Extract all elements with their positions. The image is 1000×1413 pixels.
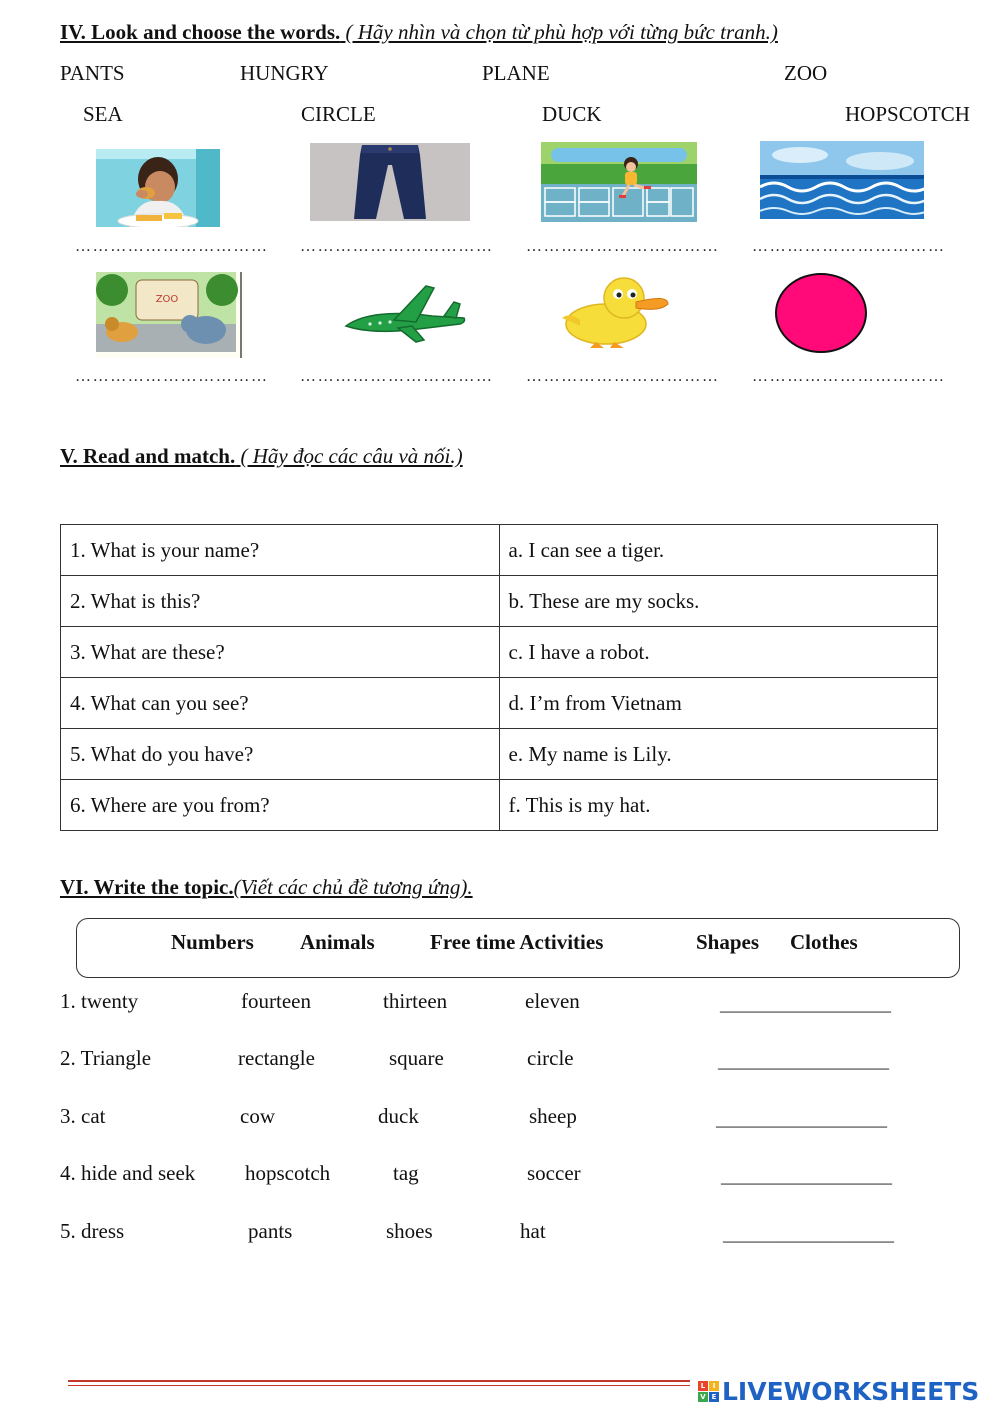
section-iv-title: IV. Look and choose the words. ( Hãy nhìn và chọn từ phù hợp với từng bức tranh.) xyxy=(60,20,778,44)
question-cell[interactable]: 2. What is this? xyxy=(61,576,500,627)
answer-line[interactable]: …………………………… xyxy=(75,368,269,385)
answer-cell[interactable]: e. My name is Lily. xyxy=(499,729,938,780)
answer-line[interactable]: …………………………… xyxy=(526,368,720,385)
question-cell[interactable]: 4. What can you see? xyxy=(61,678,500,729)
topic-answer-blank[interactable]: ___________________ xyxy=(721,1166,892,1186)
section-v-title: V. Read and match. ( Hãy đọc các câu và nối.) xyxy=(60,444,463,468)
list-item: thirteen xyxy=(383,989,448,1013)
list-item: 3. cat xyxy=(60,1104,106,1128)
topic-answer-blank[interactable]: ___________________ xyxy=(718,1051,889,1071)
table-row xyxy=(61,525,938,576)
question-cell[interactable]: 5. What do you have? xyxy=(61,729,500,780)
answer-line[interactable]: …………………………… xyxy=(752,238,946,255)
topic-animals: Animals xyxy=(300,930,375,954)
zoo-image xyxy=(96,272,244,358)
hopscotch-image xyxy=(541,142,697,222)
topic-answer-blank[interactable]: ___________________ xyxy=(716,1109,887,1129)
circle-image xyxy=(774,272,868,354)
list-item: duck xyxy=(378,1104,419,1128)
answer-cell[interactable]: c. I have a robot. xyxy=(499,627,938,678)
answer-cell[interactable]: b. These are my socks. xyxy=(499,576,938,627)
liveworksheets-logo xyxy=(698,1376,979,1406)
footer-divider xyxy=(68,1385,690,1386)
word-duck: DUCK xyxy=(542,102,602,126)
table-row xyxy=(61,627,938,678)
svg-text:ZOO: ZOO xyxy=(155,294,179,305)
plane-image xyxy=(340,282,470,346)
answer-line[interactable]: …………………………… xyxy=(300,368,494,385)
word-plane: PLANE xyxy=(482,61,550,85)
list-item: eleven xyxy=(525,989,580,1013)
list-item: 4. hide and seek xyxy=(60,1161,196,1185)
list-item: hat xyxy=(520,1219,546,1243)
answer-line[interactable]: …………………………… xyxy=(752,368,946,385)
logo-text: LIVEWORKSHEETS xyxy=(722,1376,980,1406)
word-hopscotch: HOPSCOTCH xyxy=(845,102,970,126)
hungry-child-image xyxy=(96,149,220,227)
question-cell[interactable]: 3. What are these? xyxy=(61,627,500,678)
question-cell[interactable]: 6. Where are you from? xyxy=(61,780,500,831)
sea-image xyxy=(760,141,924,219)
word-circle: CIRCLE xyxy=(301,102,376,126)
topic-answer-blank[interactable]: ___________________ xyxy=(720,994,891,1014)
pants-image xyxy=(310,143,470,221)
section-vi-title: VI. Write the topic.(Viết các chủ đề tương ứng). xyxy=(60,875,473,899)
match-table xyxy=(60,524,938,831)
list-item: cow xyxy=(240,1104,275,1128)
answer-line[interactable]: …………………………… xyxy=(300,238,494,255)
table-row xyxy=(61,780,938,831)
list-item: 1. twenty xyxy=(60,989,139,1013)
list-item: rectangle xyxy=(238,1046,315,1070)
answer-line[interactable]: …………………………… xyxy=(526,238,720,255)
footer-divider xyxy=(68,1380,690,1382)
list-item: shoes xyxy=(386,1219,433,1243)
answer-cell[interactable]: f. This is my hat. xyxy=(499,780,938,831)
word-pants: PANTS xyxy=(60,61,125,85)
answer-line[interactable]: …………………………… xyxy=(75,238,269,255)
list-item: hopscotch xyxy=(245,1161,331,1185)
answer-cell[interactable]: d. I’m from Vietnam xyxy=(499,678,938,729)
list-item: pants xyxy=(248,1219,293,1243)
list-item: tag xyxy=(393,1161,419,1185)
list-item: square xyxy=(389,1046,444,1070)
word-hungry: HUNGRY xyxy=(240,61,329,85)
list-item: sheep xyxy=(529,1104,577,1128)
duck-image xyxy=(550,272,674,350)
topic-shapes: Shapes xyxy=(696,930,760,954)
list-item: 5. dress xyxy=(60,1219,125,1243)
answer-cell[interactable]: a. I can see a tiger. xyxy=(499,525,938,576)
topic-free-time-activities: Free time Activities xyxy=(430,930,604,954)
list-item: fourteen xyxy=(241,989,311,1013)
logo-badge-icon: L I V E xyxy=(698,1381,719,1402)
list-item: 2. Triangle xyxy=(60,1046,152,1070)
table-row xyxy=(61,678,938,729)
list-item: soccer xyxy=(527,1161,581,1185)
topic-clothes: Clothes xyxy=(790,930,858,954)
topic-numbers: Numbers xyxy=(171,930,254,954)
topic-answer-blank[interactable]: ___________________ xyxy=(723,1224,894,1244)
question-cell[interactable]: 1. What is your name? xyxy=(61,525,500,576)
table-row xyxy=(61,576,938,627)
word-sea: SEA xyxy=(83,102,123,126)
word-zoo: ZOO xyxy=(784,61,828,85)
table-row xyxy=(61,729,938,780)
list-item: circle xyxy=(527,1046,574,1070)
